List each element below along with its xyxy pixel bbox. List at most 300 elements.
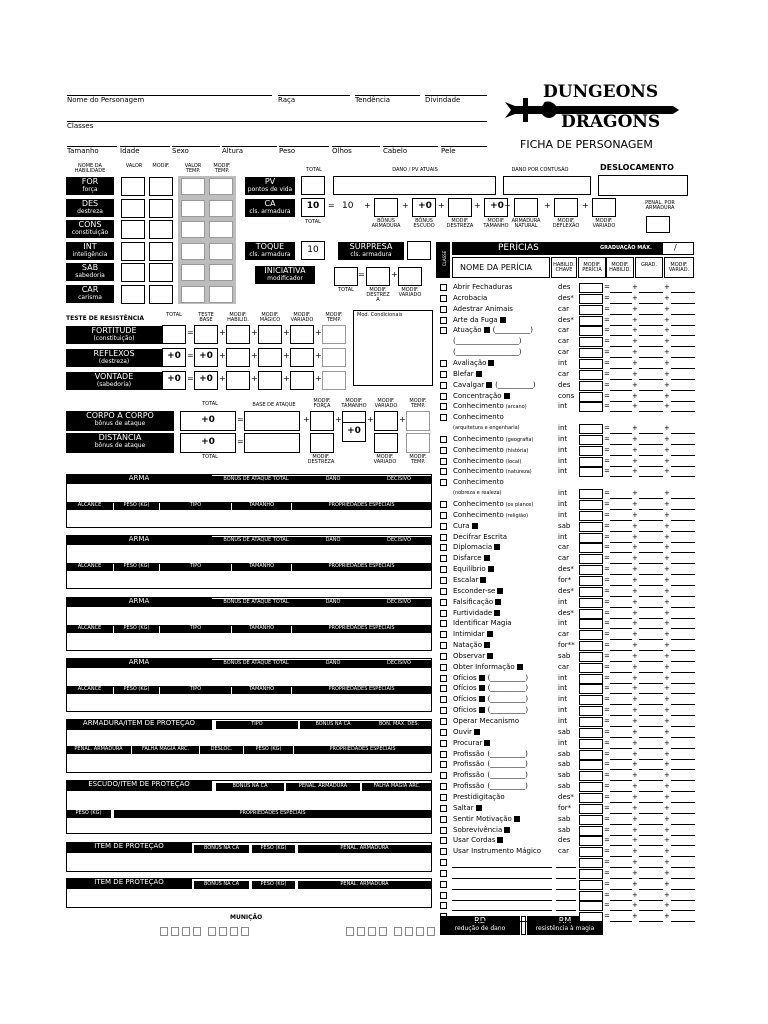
- skill-class-checkbox-46[interactable]: [440, 783, 447, 790]
- blank-skill-key-0[interactable]: [556, 867, 576, 868]
- blank-skill-ability-1[interactable]: [610, 878, 632, 879]
- skill-class-checkbox-0[interactable]: [440, 284, 447, 291]
- rd-value[interactable]: [521, 916, 526, 935]
- skill-ranks-line-23[interactable]: [639, 542, 663, 543]
- skill-ability-line-49[interactable]: [610, 824, 632, 825]
- skill-class-checkbox-26[interactable]: [440, 566, 447, 573]
- skill-ability-line-16[interactable]: [610, 466, 632, 467]
- blank-skill-ability-2[interactable]: [610, 889, 632, 890]
- ammo-box-9[interactable]: [357, 927, 365, 936]
- skill-ability-line-48[interactable]: [610, 813, 632, 814]
- skill-misc-line-16[interactable]: [671, 466, 695, 467]
- skill-ranks-line-5[interactable]: [639, 346, 663, 347]
- skill-class-checkbox-36[interactable]: [440, 675, 447, 682]
- skill-ranks-line-39[interactable]: [639, 715, 663, 716]
- header-field-0-0[interactable]: [67, 85, 272, 96]
- skill-ability-line-34[interactable]: [610, 661, 632, 662]
- skill-ability-line-45[interactable]: [610, 780, 632, 781]
- skill-ranks-line-27[interactable]: [639, 585, 663, 586]
- skill-total-9[interactable]: [579, 381, 603, 391]
- skill-total-5[interactable]: [579, 337, 603, 347]
- skill-class-checkbox-30[interactable]: [440, 610, 447, 617]
- save-temp-2[interactable]: [322, 371, 346, 390]
- skill-class-checkbox-43[interactable]: [440, 751, 447, 758]
- skill-class-checkbox-52[interactable]: [440, 848, 447, 855]
- skill-ranks-line-6[interactable]: [639, 357, 663, 358]
- skill-ranks-line-43[interactable]: [639, 759, 663, 760]
- skill-class-checkbox-2[interactable]: [440, 306, 447, 313]
- skill-total-34[interactable]: [579, 652, 603, 662]
- skill-class-checkbox-39[interactable]: [440, 707, 447, 714]
- skill-total-29[interactable]: [579, 598, 603, 608]
- conditional-mods-box[interactable]: [353, 310, 433, 386]
- skill-total-4[interactable]: [579, 326, 603, 336]
- header-field-0-2[interactable]: [355, 85, 420, 96]
- skill-misc-line-9[interactable]: [671, 390, 695, 391]
- blank-skill-misc-3[interactable]: [671, 900, 695, 901]
- skill-class-checkbox-1[interactable]: [440, 295, 447, 302]
- skill-total-0[interactable]: [579, 283, 603, 293]
- blank-skill-total-1[interactable]: [579, 869, 603, 879]
- skill-misc-line-51[interactable]: [671, 845, 695, 846]
- ammo-boxes[interactable]: [160, 925, 440, 939]
- ability-value-1[interactable]: [121, 199, 145, 218]
- skill-ability-line-35[interactable]: [610, 672, 632, 673]
- ability-value-4[interactable]: [121, 263, 145, 282]
- skill-total-27[interactable]: [579, 576, 603, 586]
- skill-ability-line-19[interactable]: [610, 498, 632, 499]
- skill-ranks-line-2[interactable]: [639, 314, 663, 315]
- skill-total-47[interactable]: [579, 793, 603, 803]
- skill-total-22[interactable]: [579, 522, 603, 532]
- ammo-box-2[interactable]: [182, 927, 190, 936]
- ammo-box-0[interactable]: [160, 927, 168, 936]
- skill-misc-line-22[interactable]: [671, 531, 695, 532]
- skill-class-checkbox-31[interactable]: [440, 620, 447, 627]
- skill-ability-line-40[interactable]: [610, 726, 632, 727]
- skill-class-checkbox-9[interactable]: [440, 382, 447, 389]
- ranged-mod-1[interactable]: [374, 433, 398, 453]
- pv-total[interactable]: [301, 176, 325, 195]
- skill-ability-line-0[interactable]: [610, 292, 632, 293]
- blank-skill-ability-0[interactable]: [610, 867, 632, 868]
- skill-ability-line-30[interactable]: [610, 618, 632, 619]
- ammo-box-10[interactable]: [368, 927, 376, 936]
- header-field-1-0[interactable]: [67, 111, 487, 122]
- skill-misc-line-14[interactable]: [671, 444, 695, 445]
- skill-total-24[interactable]: [579, 543, 603, 553]
- skill-misc-line-38[interactable]: [671, 704, 695, 705]
- save-mod-0-0[interactable]: [226, 325, 250, 344]
- blank-skill-total-2[interactable]: [579, 880, 603, 890]
- skill-class-checkbox-44[interactable]: [440, 761, 447, 768]
- skill-total-38[interactable]: [579, 695, 603, 705]
- ammo-box-15[interactable]: [427, 927, 435, 936]
- skill-ranks-line-49[interactable]: [639, 824, 663, 825]
- skill-misc-line-6[interactable]: [671, 357, 695, 358]
- skill-misc-line-26[interactable]: [671, 574, 695, 575]
- skill-total-28[interactable]: [579, 587, 603, 597]
- skill-misc-line-4[interactable]: [671, 335, 695, 336]
- skill-class-checkbox-4[interactable]: [440, 327, 447, 334]
- skill-misc-line-24[interactable]: [671, 552, 695, 553]
- init-total[interactable]: [334, 267, 358, 286]
- skill-ability-line-24[interactable]: [610, 552, 632, 553]
- ammo-box-7[interactable]: [241, 927, 249, 936]
- skill-misc-line-50[interactable]: [671, 835, 695, 836]
- blank-skill-ability-4[interactable]: [610, 910, 632, 911]
- ability-mod-2[interactable]: [149, 220, 173, 239]
- skill-ability-line-13[interactable]: [610, 433, 632, 434]
- skill-ranks-line-0[interactable]: [639, 292, 663, 293]
- skill-ranks-line-29[interactable]: [639, 607, 663, 608]
- skill-total-48[interactable]: [579, 804, 603, 814]
- ca-mod-box-4[interactable]: [514, 198, 538, 217]
- skill-misc-line-23[interactable]: [671, 542, 695, 543]
- skill-ranks-line-22[interactable]: [639, 531, 663, 532]
- blank-skill-ranks-2[interactable]: [639, 889, 663, 890]
- skill-ability-line-36[interactable]: [610, 683, 632, 684]
- skill-class-checkbox-27[interactable]: [440, 577, 447, 584]
- skill-misc-line-46[interactable]: [671, 791, 695, 792]
- skill-ability-line-37[interactable]: [610, 693, 632, 694]
- skill-class-checkbox-12[interactable]: [440, 414, 447, 421]
- skill-ranks-line-32[interactable]: [639, 639, 663, 640]
- skill-ability-line-10[interactable]: [610, 401, 632, 402]
- blank-skill-checkbox-4[interactable]: [440, 902, 447, 909]
- skill-misc-line-31[interactable]: [671, 628, 695, 629]
- blank-skill-name-1[interactable]: [452, 878, 552, 879]
- save-mod-0-2[interactable]: [290, 325, 314, 344]
- skill-ranks-line-38[interactable]: [639, 704, 663, 705]
- skill-class-checkbox-38[interactable]: [440, 696, 447, 703]
- skill-misc-line-30[interactable]: [671, 618, 695, 619]
- save-mod-1-1[interactable]: [258, 348, 282, 367]
- ranged-bab[interactable]: [244, 433, 300, 453]
- skill-total-2[interactable]: [579, 305, 603, 315]
- ranged-mod-2[interactable]: [406, 433, 430, 453]
- skill-class-checkbox-45[interactable]: [440, 772, 447, 779]
- blank-skill-name-2[interactable]: [452, 889, 552, 890]
- skill-ability-line-28[interactable]: [610, 596, 632, 597]
- skill-ability-line-3[interactable]: [610, 325, 632, 326]
- ability-temp-mod-3[interactable]: [209, 243, 233, 260]
- skill-misc-line-36[interactable]: [671, 683, 695, 684]
- blank-skill-ranks-4[interactable]: [639, 910, 663, 911]
- skill-class-checkbox-42[interactable]: [440, 740, 447, 747]
- skill-ranks-line-19[interactable]: [639, 498, 663, 499]
- skill-ability-line-52[interactable]: [610, 856, 632, 857]
- skill-total-36[interactable]: [579, 674, 603, 684]
- skill-total-17[interactable]: [579, 467, 603, 477]
- ca-mod-box-2[interactable]: [448, 198, 472, 217]
- skill-misc-line-5[interactable]: [671, 346, 695, 347]
- blank-skill-ranks-1[interactable]: [639, 878, 663, 879]
- skill-misc-line-37[interactable]: [671, 693, 695, 694]
- skill-ranks-line-21[interactable]: [639, 520, 663, 521]
- skill-ranks-line-48[interactable]: [639, 813, 663, 814]
- skill-total-42[interactable]: [579, 739, 603, 749]
- save-mod-1-2[interactable]: [290, 348, 314, 367]
- skill-ranks-line-28[interactable]: [639, 596, 663, 597]
- blank-skill-total-0[interactable]: [579, 858, 603, 868]
- skill-misc-line-10[interactable]: [671, 401, 695, 402]
- save-mod-0-1[interactable]: [258, 325, 282, 344]
- skill-class-checkbox-35[interactable]: [440, 664, 447, 671]
- skill-total-41[interactable]: [579, 728, 603, 738]
- skill-ranks-line-4[interactable]: [639, 335, 663, 336]
- blank-skill-ranks-0[interactable]: [639, 867, 663, 868]
- skill-ability-line-32[interactable]: [610, 639, 632, 640]
- ability-value-5[interactable]: [121, 285, 145, 304]
- skill-total-26[interactable]: [579, 565, 603, 575]
- skill-class-checkbox-22[interactable]: [440, 523, 447, 530]
- skill-ranks-line-7[interactable]: [639, 368, 663, 369]
- skill-total-35[interactable]: [579, 663, 603, 673]
- skill-total-40[interactable]: [579, 717, 603, 727]
- header-field-0-3[interactable]: [425, 85, 487, 96]
- skill-ranks-line-9[interactable]: [639, 390, 663, 391]
- skill-misc-line-27[interactable]: [671, 585, 695, 586]
- skill-ability-line-39[interactable]: [610, 715, 632, 716]
- skill-misc-line-21[interactable]: [671, 520, 695, 521]
- ability-temp-value-4[interactable]: [181, 264, 205, 281]
- ability-temp-mod-4[interactable]: [209, 264, 233, 281]
- ca-mod-box-5[interactable]: [554, 198, 578, 217]
- skill-ability-line-27[interactable]: [610, 585, 632, 586]
- skill-misc-line-52[interactable]: [671, 856, 695, 857]
- skill-ability-line-14[interactable]: [610, 444, 632, 445]
- skill-ability-line-26[interactable]: [610, 574, 632, 575]
- ability-mod-4[interactable]: [149, 263, 173, 282]
- skill-total-43[interactable]: [579, 750, 603, 760]
- ability-temp-value-1[interactable]: [181, 200, 205, 217]
- skill-misc-line-28[interactable]: [671, 596, 695, 597]
- header-field-2-1[interactable]: [120, 136, 170, 147]
- ammo-box-13[interactable]: [405, 927, 413, 936]
- ammo-box-8[interactable]: [346, 927, 354, 936]
- header-field-2-5[interactable]: [332, 136, 380, 147]
- ability-temp-value-5[interactable]: [181, 286, 205, 303]
- ability-mod-1[interactable]: [149, 199, 173, 218]
- skill-ability-line-5[interactable]: [610, 346, 632, 347]
- blank-skill-name-4[interactable]: [452, 910, 552, 911]
- skill-class-checkbox-51[interactable]: [440, 837, 447, 844]
- skill-misc-line-13[interactable]: [671, 433, 695, 434]
- skill-ranks-line-8[interactable]: [639, 379, 663, 380]
- blank-skill-misc-2[interactable]: [671, 889, 695, 890]
- skill-class-checkbox-15[interactable]: [440, 447, 447, 454]
- pv-current[interactable]: [333, 176, 496, 195]
- melee-mod-0[interactable]: [310, 411, 334, 431]
- skill-misc-line-34[interactable]: [671, 661, 695, 662]
- blank-skill-key-1[interactable]: [556, 878, 576, 879]
- header-field-2-4[interactable]: [279, 136, 329, 147]
- skill-ranks-line-26[interactable]: [639, 574, 663, 575]
- ability-temp-value-3[interactable]: [181, 243, 205, 260]
- skill-misc-line-1[interactable]: [671, 303, 695, 304]
- skill-ranks-line-11[interactable]: [639, 411, 663, 412]
- skill-total-7[interactable]: [579, 359, 603, 369]
- skill-ranks-line-13[interactable]: [639, 433, 663, 434]
- save-base-0[interactable]: [194, 325, 218, 344]
- skill-misc-line-15[interactable]: [671, 455, 695, 456]
- skill-ranks-line-41[interactable]: [639, 737, 663, 738]
- skill-total-6[interactable]: [579, 348, 603, 358]
- save-mod-2-0[interactable]: [226, 371, 250, 390]
- skill-class-checkbox-8[interactable]: [440, 371, 447, 378]
- blank-skill-checkbox-5[interactable]: [440, 913, 447, 920]
- skill-misc-line-7[interactable]: [671, 368, 695, 369]
- skill-total-8[interactable]: [579, 370, 603, 380]
- skill-ranks-line-50[interactable]: [639, 835, 663, 836]
- skill-ability-line-25[interactable]: [610, 563, 632, 564]
- skill-misc-line-2[interactable]: [671, 314, 695, 315]
- skill-class-checkbox-17[interactable]: [440, 468, 447, 475]
- skill-class-checkbox-16[interactable]: [440, 458, 447, 465]
- ammo-box-12[interactable]: [394, 927, 402, 936]
- header-field-2-7[interactable]: [441, 136, 487, 147]
- header-field-2-3[interactable]: [222, 136, 277, 147]
- skill-ranks-line-1[interactable]: [639, 303, 663, 304]
- skill-class-checkbox-7[interactable]: [440, 360, 447, 367]
- skill-misc-line-32[interactable]: [671, 639, 695, 640]
- ammo-box-6[interactable]: [230, 927, 238, 936]
- skill-ranks-line-36[interactable]: [639, 683, 663, 684]
- skill-class-checkbox-25[interactable]: [440, 555, 447, 562]
- header-field-0-1[interactable]: [278, 85, 350, 96]
- skill-total-44[interactable]: [579, 760, 603, 770]
- skill-misc-line-0[interactable]: [671, 292, 695, 293]
- skill-class-checkbox-28[interactable]: [440, 588, 447, 595]
- skill-class-checkbox-24[interactable]: [440, 544, 447, 551]
- blank-skill-total-4[interactable]: [579, 901, 603, 911]
- skill-total-49[interactable]: [579, 815, 603, 825]
- skill-ability-line-9[interactable]: [610, 390, 632, 391]
- skill-ranks-line-33[interactable]: [639, 650, 663, 651]
- skill-ranks-line-20[interactable]: [639, 509, 663, 510]
- skill-total-30[interactable]: [579, 609, 603, 619]
- blank-skill-checkbox-3[interactable]: [440, 892, 447, 899]
- skill-ability-line-15[interactable]: [610, 455, 632, 456]
- skill-misc-line-45[interactable]: [671, 780, 695, 781]
- skill-class-checkbox-10[interactable]: [440, 393, 447, 400]
- ability-mod-5[interactable]: [149, 285, 173, 304]
- ammo-box-1[interactable]: [171, 927, 179, 936]
- skill-misc-line-47[interactable]: [671, 802, 695, 803]
- skill-misc-line-11[interactable]: [671, 411, 695, 412]
- skill-class-checkbox-3[interactable]: [440, 317, 447, 324]
- ability-temp-mod-1[interactable]: [209, 200, 233, 217]
- ammo-box-3[interactable]: [193, 927, 201, 936]
- skill-class-checkbox-41[interactable]: [440, 729, 447, 736]
- skill-total-3[interactable]: [579, 316, 603, 326]
- skill-total-32[interactable]: [579, 630, 603, 640]
- skill-class-checkbox-23[interactable]: [440, 534, 447, 541]
- skill-class-checkbox-49[interactable]: [440, 816, 447, 823]
- skill-class-checkbox-50[interactable]: [440, 827, 447, 834]
- ranged-mod-0[interactable]: [310, 433, 334, 453]
- blank-skill-total-5[interactable]: [579, 912, 603, 922]
- skill-ranks-line-35[interactable]: [639, 672, 663, 673]
- skill-class-checkbox-47[interactable]: [440, 794, 447, 801]
- speed-value[interactable]: [598, 175, 688, 196]
- skill-ability-line-11[interactable]: [610, 411, 632, 412]
- blank-skill-checkbox-1[interactable]: [440, 870, 447, 877]
- skill-misc-line-33[interactable]: [671, 650, 695, 651]
- blank-skill-name-3[interactable]: [452, 900, 552, 901]
- skill-total-10[interactable]: [579, 392, 603, 402]
- blank-skill-ability-3[interactable]: [610, 900, 632, 901]
- blank-skill-name-0[interactable]: [452, 867, 552, 868]
- skill-class-checkbox-40[interactable]: [440, 718, 447, 725]
- skill-ranks-line-30[interactable]: [639, 618, 663, 619]
- skill-ranks-line-25[interactable]: [639, 563, 663, 564]
- skill-ability-line-21[interactable]: [610, 520, 632, 521]
- skill-ability-line-17[interactable]: [610, 476, 632, 477]
- blank-skill-total-3[interactable]: [579, 891, 603, 901]
- skill-total-23[interactable]: [579, 533, 603, 543]
- blank-skill-misc-4[interactable]: [671, 910, 695, 911]
- blank-skill-key-2[interactable]: [556, 889, 576, 890]
- header-field-2-6[interactable]: [383, 136, 438, 147]
- skill-misc-line-20[interactable]: [671, 509, 695, 510]
- skill-ability-line-43[interactable]: [610, 759, 632, 760]
- skill-class-checkbox-33[interactable]: [440, 642, 447, 649]
- ability-temp-mod-5[interactable]: [209, 286, 233, 303]
- ability-temp-mod-2[interactable]: [209, 221, 233, 238]
- skill-ranks-line-44[interactable]: [639, 769, 663, 770]
- melee-mod-2[interactable]: [374, 411, 398, 431]
- ability-value-2[interactable]: [121, 220, 145, 239]
- skill-ranks-line-51[interactable]: [639, 845, 663, 846]
- skill-class-checkbox-37[interactable]: [440, 685, 447, 692]
- ability-temp-value-0[interactable]: [181, 178, 205, 195]
- skill-class-checkbox-18[interactable]: [440, 479, 447, 486]
- skill-class-checkbox-34[interactable]: [440, 653, 447, 660]
- skill-ability-line-2[interactable]: [610, 314, 632, 315]
- skill-misc-line-35[interactable]: [671, 672, 695, 673]
- blank-skill-key-4[interactable]: [556, 910, 576, 911]
- skill-ability-line-20[interactable]: [610, 509, 632, 510]
- skill-ability-line-1[interactable]: [610, 303, 632, 304]
- skill-misc-line-43[interactable]: [671, 759, 695, 760]
- init-misc[interactable]: [398, 267, 422, 286]
- skill-class-checkbox-14[interactable]: [440, 436, 447, 443]
- blank-skill-misc-1[interactable]: [671, 878, 695, 879]
- skill-total-20[interactable]: [579, 500, 603, 510]
- skill-misc-line-3[interactable]: [671, 325, 695, 326]
- skill-misc-line-48[interactable]: [671, 813, 695, 814]
- skill-ability-line-29[interactable]: [610, 607, 632, 608]
- ammo-box-4[interactable]: [208, 927, 216, 936]
- ca-mod-box-0[interactable]: [374, 198, 398, 217]
- skill-misc-line-25[interactable]: [671, 563, 695, 564]
- skill-ranks-line-34[interactable]: [639, 661, 663, 662]
- skill-ability-line-33[interactable]: [610, 650, 632, 651]
- skill-ability-line-7[interactable]: [610, 368, 632, 369]
- skill-total-15[interactable]: [579, 446, 603, 456]
- skill-misc-line-40[interactable]: [671, 726, 695, 727]
- save-total-0[interactable]: [162, 325, 186, 344]
- skill-total-16[interactable]: [579, 457, 603, 467]
- skill-ranks-line-3[interactable]: [639, 325, 663, 326]
- skill-ability-line-51[interactable]: [610, 845, 632, 846]
- skill-ranks-line-45[interactable]: [639, 780, 663, 781]
- ammo-box-5[interactable]: [219, 927, 227, 936]
- skill-total-39[interactable]: [579, 706, 603, 716]
- skill-ability-line-22[interactable]: [610, 531, 632, 532]
